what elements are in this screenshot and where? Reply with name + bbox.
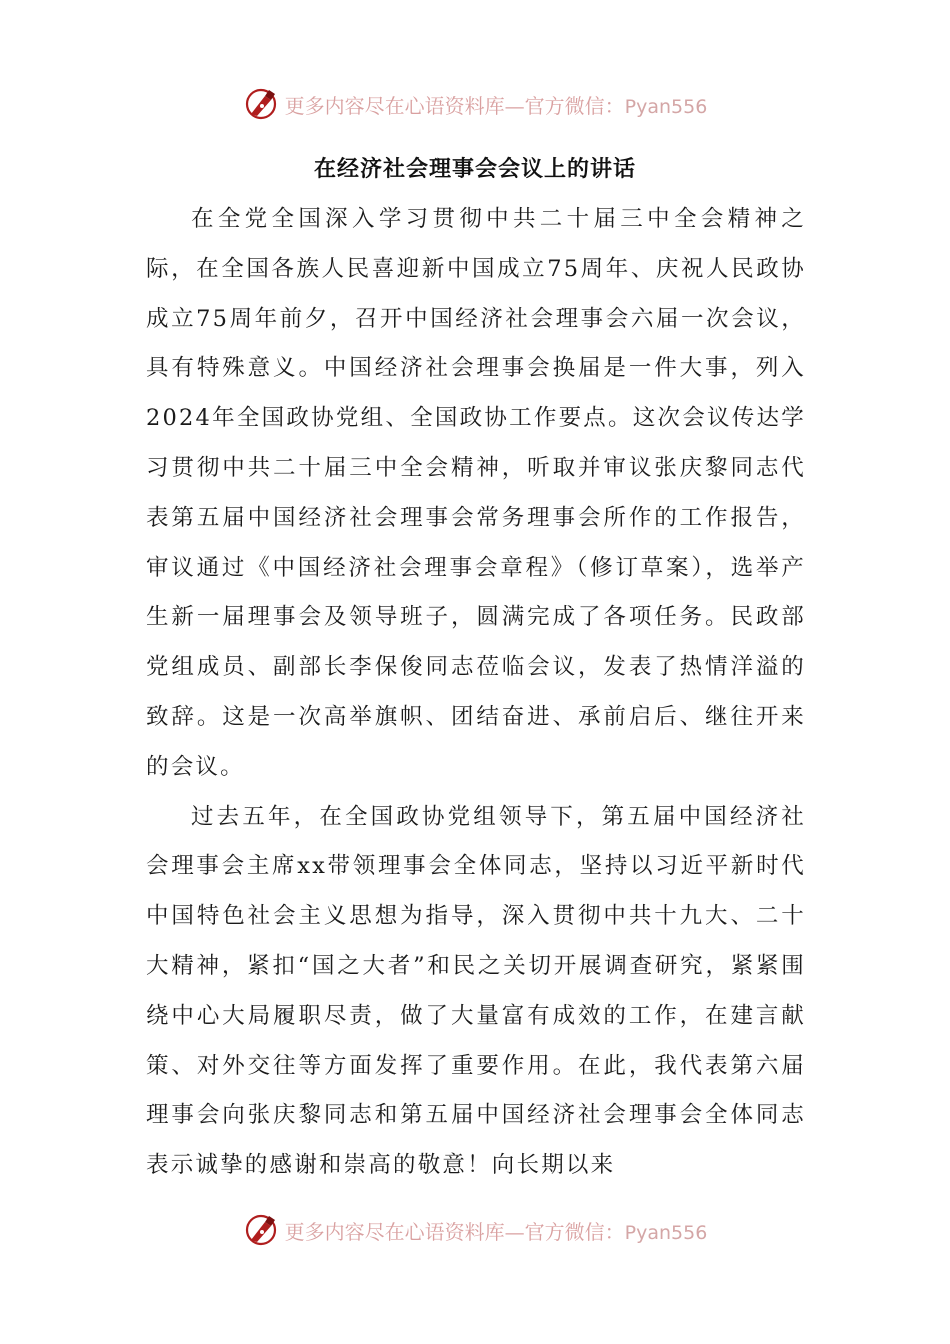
header-watermark-content bbox=[243, 86, 708, 122]
footer-watermark-banner bbox=[0, 1208, 950, 1252]
document-body bbox=[146, 195, 806, 1191]
paragraph-2: 过去五年，在全国政协党组领导下，第五届中国经济社会理事会主席xx带领理事会全体同志，坚持以习近平新时代中国特色社会主义思想为指导，深入贯彻中共十九大、二十大精神，紧扣“国之大者”和民之关切开展调查研究，紧紧围绕中心大局履职尽责，做了大量富有成效的工作，在建言献策、对外交往等方面发挥了重要作用。在此，我代表第六届理事会向张庆黎同志和第五届中国经济社会理事会全体同志表示诚挚的感谢和崇高的敬意！向长期以来 bbox=[146, 803, 806, 1179]
footer-watermark-content bbox=[243, 1212, 708, 1248]
footer-watermark-brand: 更多内容尽在心语资料库—官方微信： bbox=[284, 1219, 625, 1244]
header-watermark-banner bbox=[0, 82, 950, 126]
pen-nib-logo-icon bbox=[243, 1212, 279, 1248]
footer-watermark-text bbox=[285, 1216, 708, 1245]
pen-nib-logo-icon bbox=[243, 86, 279, 122]
document-title: 在经济社会理事会会议上的讲话 bbox=[313, 157, 636, 182]
header-wechat-id: Pyan556 bbox=[624, 95, 708, 118]
header-watermark-text bbox=[285, 90, 708, 119]
footer-wechat-id: Pyan556 bbox=[624, 1221, 708, 1244]
paragraph-1: 在全党全国深入学习贯彻中共二十届三中全会精神之际，在全国各族人民喜迎新中国成立75周年、庆祝人民政协成立75周年前夕，召开中国经济社会理事会六届一次会议，具有特殊意义。中国经济社会理事会换届是一件大事，列入2024年全国政协党组、全国政协工作要点。这次会议传达学习贯彻中共二十届三中全会精神，听取并审议张庆黎同志代表第五届中国经济社会理事会常务理事会所作的工作报告，审议通过《中国经济社会理事会章程》（修订草案），选举产生新一届理事会及领导班子，圆满完成了各项任务。民政部党组成员、副部长李保俊同志莅临会议，发表了热情洋溢的致辞。这是一次高举旗帜、团结奋进、承前启后、继往开来的会议。 bbox=[146, 206, 806, 780]
header-watermark-brand: 更多内容尽在心语资料库—官方微信： bbox=[284, 93, 625, 118]
